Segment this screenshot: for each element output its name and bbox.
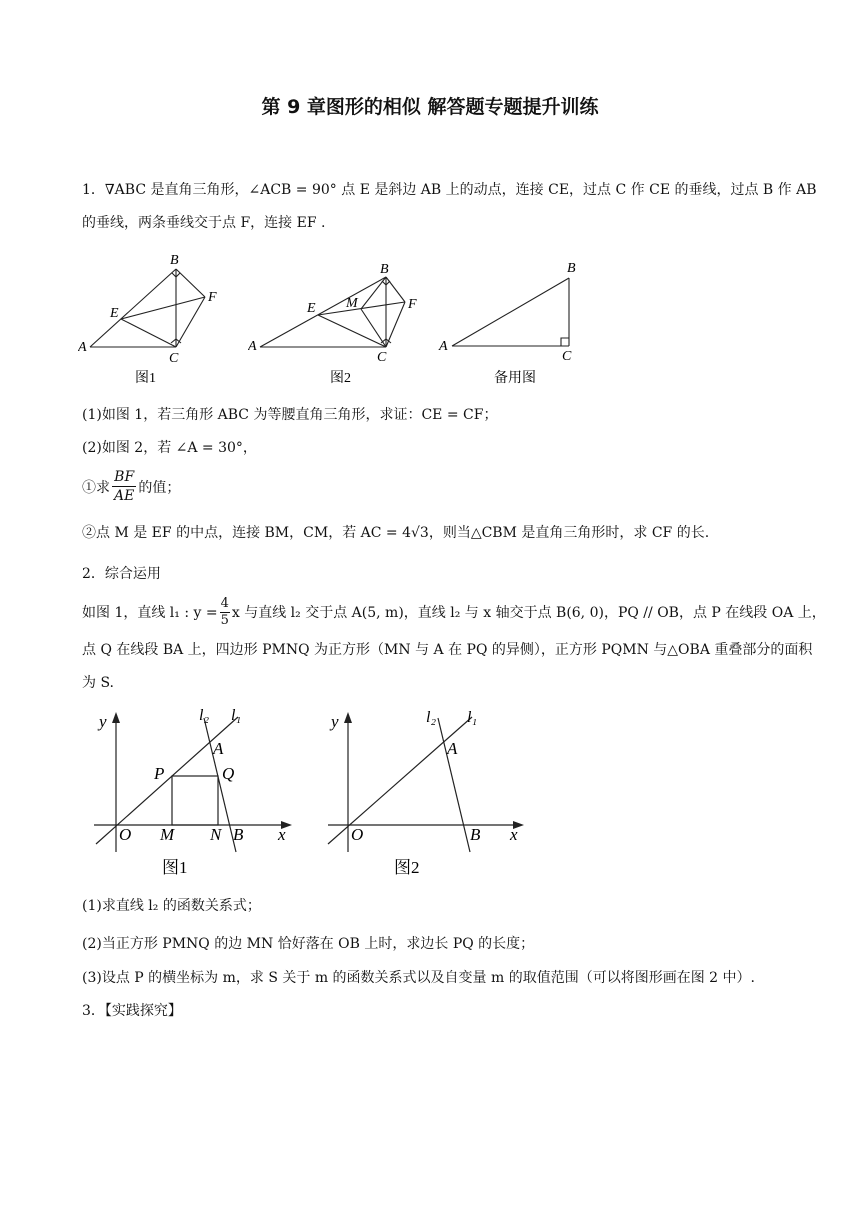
q2-stem-line1-end: x 与直线 l₂ 交于点 A(5, m)，直线 l₂ 与 x 轴交于点 B(6, 0)，PQ // OB，点 P 在线段 OA 上， — [231, 605, 826, 621]
figure-caption: 备用图 — [494, 371, 536, 386]
point-label-c: C — [377, 350, 387, 365]
fraction-4-over-5 — [220, 596, 230, 629]
q1-spare-figure — [436, 258, 596, 390]
point-label-a: A — [213, 739, 224, 758]
q1-part1: (1)如图 1，若三角形 ABC 为等腰直角三角形，求证：CE = CF； — [82, 407, 498, 423]
q2-part3: (3)设点 P 的横坐标为 m，求 S 关于 m 的函数关系式以及自变量 m 的取值范围（可以将图形画在图 2 中）. — [82, 970, 755, 986]
figure-caption: 图2 — [394, 858, 420, 877]
point-label-c: C — [562, 349, 572, 364]
q1-stem-line1: 1．∇ABC 是直角三角形，∠ACB = 90° 点 E 是斜边 AB 上的动点，连接 CE，过点 C 作 CE 的垂线，过点 B 作 AB — [82, 182, 817, 198]
line-label-l1: l₁ — [231, 707, 242, 724]
point-label-b: B — [567, 261, 576, 276]
point-label-b: B — [380, 262, 389, 277]
point-label-b: B — [470, 825, 481, 844]
q1-part2a — [82, 468, 180, 508]
point-label-c: C — [169, 351, 179, 366]
point-label-a: A — [248, 339, 257, 354]
line-label-l2: l₂ — [426, 709, 437, 726]
q1-figure-2 — [248, 258, 428, 390]
point-label-e: E — [307, 301, 316, 316]
axis-label-x: x — [278, 825, 286, 844]
figure-caption: 图1 — [135, 371, 156, 386]
point-label-o: O — [119, 825, 132, 844]
fraction-denominator: AE — [114, 488, 135, 504]
q3-heading: 3．【实践探究】 — [82, 1003, 182, 1019]
point-label-e: E — [110, 306, 119, 321]
axis-label-y: y — [331, 712, 339, 731]
q2-stem-line1-start: 如图 1，直线 l₁ : y = — [82, 605, 218, 621]
point-label-o: O — [351, 825, 364, 844]
figure-caption: 图1 — [162, 858, 188, 877]
point-label-b: B — [170, 253, 179, 268]
q2-stem-line1 — [82, 596, 826, 632]
point-label-n: N — [210, 825, 222, 844]
q1-part2a-prefix: ①求 — [82, 480, 110, 496]
point-label-a: A — [78, 340, 87, 355]
q2-figure-2 — [322, 704, 532, 880]
q2-part1: (1)求直线 l₂ 的函数关系式； — [82, 898, 261, 914]
point-label-f: F — [408, 297, 417, 312]
q1-figure-1 — [78, 250, 228, 390]
q2-stem-line3: 为 S. — [82, 675, 114, 691]
fraction-numerator: 4 — [220, 596, 229, 611]
point-label-a: A — [439, 339, 448, 354]
axis-label-y: y — [99, 712, 107, 731]
q1-stem-line2: 的垂线，两条垂线交于点 F，连接 EF . — [82, 215, 326, 231]
line-label-l2: l₂ — [199, 707, 210, 724]
q2-part2: (2)当正方形 PMNQ 的边 MN 恰好落在 OB 上时，求边长 PQ 的长度； — [82, 936, 535, 952]
point-label-b: B — [233, 825, 244, 844]
fraction-numerator: BF — [112, 468, 136, 487]
point-label-q: Q — [222, 764, 235, 783]
q2-figure-1 — [88, 704, 298, 880]
point-label-f: F — [208, 290, 217, 305]
point-label-m: M — [346, 296, 358, 311]
point-label-m: M — [160, 825, 175, 844]
point-label-a: A — [447, 739, 458, 758]
q2-stem-line2: 点 Q 在线段 BA 上，四边形 PMNQ 为正方形（MN 与 A 在 PQ 的异侧），正方形 PQMN 与△OBA 重叠部分的面积 — [82, 642, 813, 658]
q2-heading: 2．综合运用 — [82, 566, 161, 582]
figure-caption: 图2 — [330, 371, 351, 386]
fraction-denominator: 5 — [220, 613, 229, 628]
q1-part2a-suffix: 的值； — [138, 480, 181, 496]
q1-part2b: ②点 M 是 EF 的中点，连接 BM，CM，若 AC = 4√3，则当△CBM 是直角三角形时，求 CF 的长. — [82, 525, 710, 541]
axis-label-x: x — [510, 825, 518, 844]
page-title: 第 9 章图形的相似 解答题专题提升训练 — [261, 96, 599, 118]
point-label-p: P — [154, 764, 165, 783]
q1-part2: (2)如图 2，若 ∠A = 30°， — [82, 440, 257, 456]
line-label-l1: l₁ — [467, 709, 478, 726]
fraction-bf-over-ae — [112, 468, 136, 505]
